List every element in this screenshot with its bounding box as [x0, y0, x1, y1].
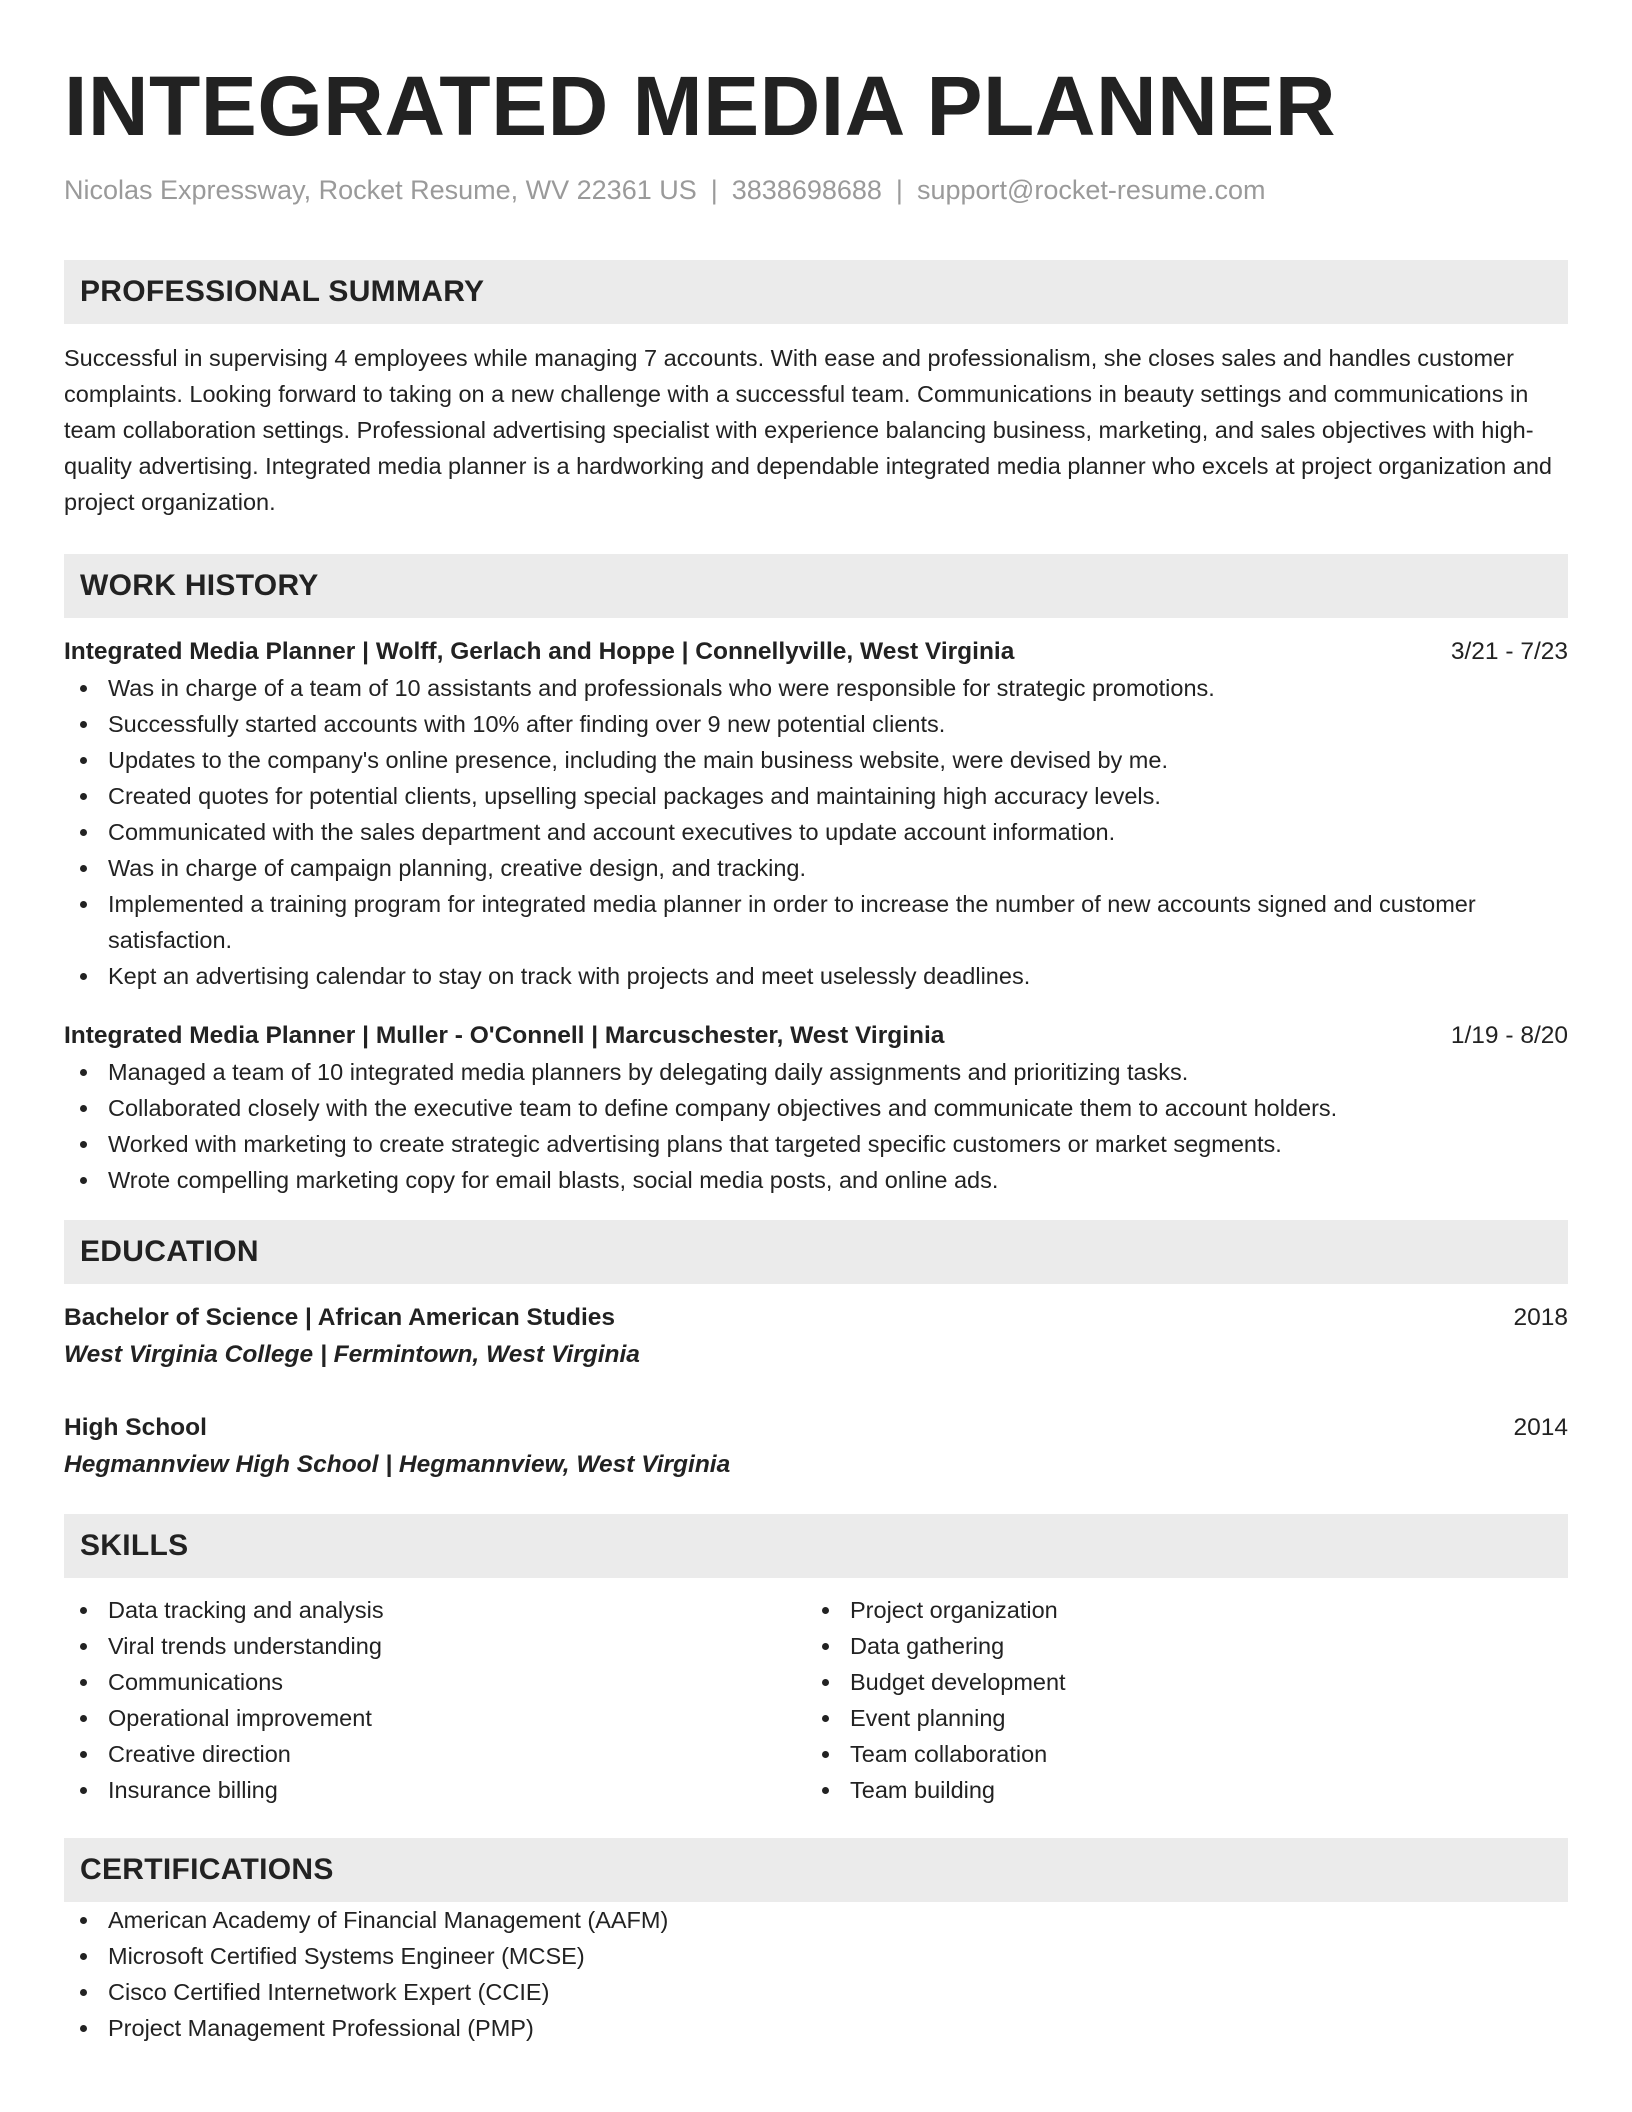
certification-item: Cisco Certified Internetwork Expert (CCIE): [64, 1974, 1568, 2010]
certification-item: Project Management Professional (PMP): [64, 2010, 1568, 2046]
job-bullet: Successfully started accounts with 10% after finding over 9 new potential clients.: [64, 706, 1568, 742]
resume-name-title: INTEGRATED MEDIA PLANNER: [64, 59, 1336, 153]
certification-item: American Academy of Financial Management (AAFM): [64, 1902, 1568, 1938]
job-heading: [64, 1018, 1568, 1054]
job-bullet: Worked with marketing to create strategic advertising plans that targeted specific customers or market segments.: [64, 1126, 1568, 1162]
job-bullet-list: [64, 670, 1568, 994]
job-heading: [64, 634, 1568, 670]
job-bullet: Collaborated closely with the executive team to define company objectives and communicate them to account holders.: [64, 1090, 1568, 1126]
resume-page: [64, 0, 1568, 2046]
job-bullet: Was in charge of a team of 10 assistants and professionals who were responsible for strategic promotions.: [64, 670, 1568, 706]
skill-item: Data tracking and analysis: [64, 1592, 806, 1628]
job-dates: 3/21 - 7/23: [1450, 638, 1568, 665]
skill-item: Communications: [64, 1664, 806, 1700]
summary-paragraph: Successful in supervising 4 employees while managing 7 accounts. With ease and professionalism, she closes sales and handles customer complaints. Looking forward to taking on a new challenge with a successful team. Communications in beauty settings and communications in team collaboration settings. Professional advertising specialist with experience balancing business, marketing, and sales objectives with high-quality advertising. Integrated media planner is a hardworking and dependable integrated media planner who excels at project organization and project organization.: [64, 345, 1552, 515]
skill-item: Creative direction: [64, 1736, 806, 1772]
job-bullet: Communicated with the sales department and account executives to update account information.: [64, 814, 1568, 850]
job-bullet: Updates to the company's online presence, including the main business website, were devised by me.: [64, 742, 1568, 778]
education-school: Hegmannview High School | Hegmannview, West Virginia: [64, 1451, 731, 1478]
skill-item: Operational improvement: [64, 1700, 806, 1736]
skill-item: Viral trends understanding: [64, 1628, 806, 1664]
education-degree: Bachelor of Science | African American Studies: [64, 1304, 616, 1331]
education-school: West Virginia College | Fermintown, West Virginia: [64, 1341, 640, 1368]
job-bullet: Wrote compelling marketing copy for email blasts, social media posts, and online ads.: [64, 1162, 1568, 1198]
job-bullet: Created quotes for potential clients, upselling special packages and maintaining high accuracy levels.: [64, 778, 1568, 814]
skills-grid: [64, 1592, 1568, 1808]
education-heading: [64, 1410, 1568, 1446]
education-degree: High School: [64, 1414, 207, 1441]
section-header-work-history: WORK HISTORY: [64, 554, 1568, 618]
section-header-certifications: CERTIFICATIONS: [64, 1838, 1568, 1902]
contact-separator: |: [895, 175, 903, 205]
skill-item: Budget development: [806, 1664, 1548, 1700]
contact-address: Nicolas Expressway, Rocket Resume, WV 22361 US: [64, 175, 697, 205]
skills-column-left: [64, 1592, 806, 1808]
certification-list: [64, 1902, 1568, 2046]
contact-separator: |: [710, 175, 718, 205]
skill-item: Insurance billing: [64, 1772, 806, 1808]
contact-email: support@rocket-resume.com: [916, 175, 1266, 205]
contact-line: [64, 172, 1568, 208]
job-bullet: Kept an advertising calendar to stay on track with projects and meet uselessly deadlines.: [64, 958, 1568, 994]
skill-item: Team collaboration: [806, 1736, 1548, 1772]
job-dates: 1/19 - 8/20: [1450, 1022, 1568, 1049]
section-header-skills: SKILLS: [64, 1514, 1568, 1578]
job-title: Integrated Media Planner | Wolff, Gerlach and Hoppe | Connellyville, West Virginia: [64, 638, 1015, 665]
education-year: 2018: [1513, 1304, 1568, 1331]
skill-item: Data gathering: [806, 1628, 1548, 1664]
contact-phone: 3838698688: [731, 175, 882, 205]
certification-item: Microsoft Certified Systems Engineer (MCSE): [64, 1938, 1568, 1974]
skill-item: Event planning: [806, 1700, 1548, 1736]
job-title: Integrated Media Planner | Muller - O'Connell | Marcuschester, West Virginia: [64, 1022, 945, 1049]
job-bullet: Implemented a training program for integrated media planner in order to increase the number of new accounts signed and customer satisfaction.: [64, 886, 1568, 958]
section-header-summary: PROFESSIONAL SUMMARY: [64, 260, 1568, 324]
skill-item: Project organization: [806, 1592, 1548, 1628]
education-year: 2014: [1513, 1414, 1568, 1441]
skill-item: Team building: [806, 1772, 1548, 1808]
job-bullet: Managed a team of 10 integrated media planners by delegating daily assignments and prioritizing tasks.: [64, 1054, 1568, 1090]
education-heading: [64, 1300, 1568, 1336]
job-bullet-list: [64, 1054, 1568, 1198]
job-bullet: Was in charge of campaign planning, creative design, and tracking.: [64, 850, 1568, 886]
skills-column-right: [806, 1592, 1548, 1808]
section-header-education: EDUCATION: [64, 1220, 1568, 1284]
